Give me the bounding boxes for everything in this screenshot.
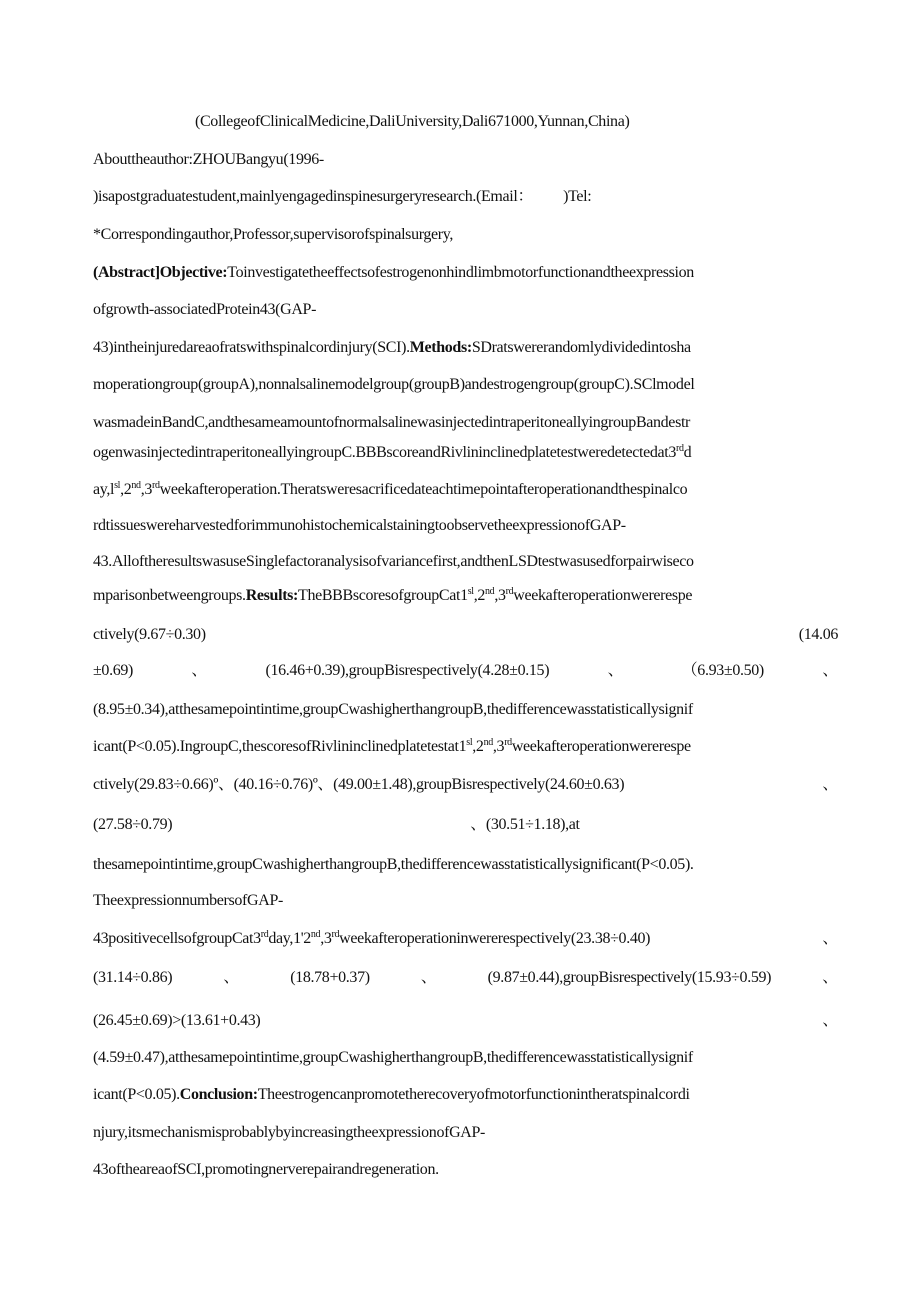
separator: 、: [223, 969, 240, 986]
abstract-line-24: njury,itsmechanismisprobablybyincreasingtheexpressionofGAP-: [93, 1124, 486, 1141]
separator: 、: [822, 1012, 838, 1029]
author-info-text: )isapostgraduatestudent,mainlyengagedinspinesurgeryresearch.(Email：: [93, 188, 534, 205]
author-tel: )Tel:: [563, 188, 592, 205]
result-value: 、(30.51÷1.18),at: [470, 816, 580, 833]
results-label: Results:: [245, 587, 299, 604]
separator: 、: [420, 969, 437, 986]
abstract-line-20: [93, 968, 838, 988]
abstract-text: weekafteroperation.Theratsweresacrificedateachtimepointafteroperationandthespinalco: [159, 481, 688, 498]
abstract-line-22: (4.59±0.47),atthesamepointintime,groupCwashigherthangroupB,thedifferencewasstatisticallysignif: [93, 1049, 693, 1066]
result-value: (26.45±0.69)>(13.61+0.43): [93, 1012, 261, 1029]
result-value: (18.78+0.37): [290, 969, 370, 986]
abstract-text: 43)intheinjuredareaofratswithspinalcordinjury(SCI).: [93, 339, 410, 356]
abstract-line-13: (8.95±0.34),atthesamepointintime,groupCwashigherthangroupB,thedifferencewasstatisticallysignif: [93, 701, 693, 718]
abstract-line-25: 43oftheareaofSCI,promotingnerverepairandregeneration.: [93, 1161, 439, 1178]
abstract-text: ogenwasinjectedintraperitoneallyingroupC.BBBscoreandRivlininclinedplatetestweredetectedat3: [93, 444, 676, 461]
abstract-line-4: moperationgroup(groupA),nonnalsalinemodelgroup(groupB)andestrogengroup(groupC).SClmodel: [93, 376, 695, 393]
abstract-text: mparisonbetweengroups.: [93, 587, 246, 604]
separator: 、: [191, 662, 208, 679]
superscript: nd: [485, 586, 495, 597]
abstract-text: day,1'2: [268, 930, 311, 947]
superscript: rd: [152, 480, 160, 491]
abstract-line-15: [93, 775, 838, 795]
superscript: rd: [504, 737, 512, 748]
abstract-line-8: rdtissueswereharvestedforimmunohistochemicalstainingtoobservetheexpressionofGAP-: [93, 517, 626, 534]
abstract-line-10: [93, 586, 838, 606]
abstract-line-7: [93, 480, 838, 500]
abstract-line-2: ofgrowth-associatedProtein43(GAP-: [93, 301, 317, 318]
abstract-text: Toinvestigatetheeffectsofestrogenonhindlimbmotorfunctionandtheexpression: [227, 264, 694, 281]
abstract-text: ,3: [492, 738, 505, 755]
superscript: rd: [260, 929, 269, 940]
abstract-text: icant(P<0.05).IngroupC,thescoresofRivlininclinedplatetestat1: [93, 738, 467, 755]
superscript: sl: [114, 480, 121, 491]
abstract-text: d: [683, 444, 692, 461]
superscript: rd: [675, 443, 684, 454]
abstract-line-6: [93, 443, 838, 463]
corresponding-author: *Correspondingauthor,Professor,supervisorofspinalsurgery,: [93, 226, 454, 243]
abstract-text: icant(P<0.05).: [93, 1086, 180, 1103]
abstract-text: ay,l: [93, 481, 115, 498]
result-value: (16.46+0.39),groupBisrespectively(4.28±0.15): [265, 662, 550, 679]
abstract-line-17: thesamepointintime,groupCwashigherthangroupB,thedifferencewasstatisticallysignificant(P<0.05).: [93, 856, 694, 873]
conclusion-label: Conclusion:: [179, 1086, 258, 1103]
result-value: ±0.69): [93, 662, 134, 679]
result-value: (9.87±0.44),groupBisrespectively(15.93÷0.59): [487, 969, 772, 986]
abstract-line-12: [93, 661, 838, 681]
abstract-line-19: [93, 929, 838, 949]
abstract-text: [93, 929, 650, 949]
separator: 、: [822, 969, 838, 986]
author-info-line-2: [93, 187, 838, 207]
superscript: rd: [505, 586, 514, 597]
abstract-line-3: [93, 338, 838, 358]
abstract-objective-label: (Abstract]Objective:: [93, 264, 228, 281]
author-info-line-1: Abouttheauthor:ZHOUBangyu(1996-: [93, 151, 324, 168]
superscript: sl: [467, 586, 474, 597]
abstract-line-11: [93, 625, 838, 645]
abstract-line-21: [93, 1011, 838, 1031]
methods-label: Methods:: [409, 339, 472, 356]
abstract-text: weekafteroperationinwererespectively(23.38÷0.40): [339, 930, 651, 947]
abstract-line-18: TheexpressionnumbersofGAP-: [93, 892, 283, 909]
abstract-line-1: [93, 263, 838, 283]
abstract-text: ,2: [473, 587, 486, 604]
abstract-line-14: [93, 737, 838, 757]
abstract-text: weekafteroperationwererespe: [513, 587, 693, 604]
affiliation: (CollegeofClinicalMedicine,DaliUniversity,Dali671000,Yunnan,China): [195, 113, 630, 130]
abstract-text: ,3: [320, 930, 332, 947]
separator: 、: [822, 662, 838, 679]
abstract-text: ,3: [494, 587, 506, 604]
abstract-line-23: [93, 1085, 838, 1105]
separator: 、: [607, 662, 624, 679]
abstract-text: ,2: [120, 481, 132, 498]
abstract-text: SDratswererandomlydividedintosha: [471, 339, 691, 356]
superscript: sl: [466, 737, 473, 748]
result-value: (14.06: [798, 626, 838, 643]
separator: 、: [822, 776, 838, 793]
result-value: (27.58÷0.79): [93, 816, 173, 833]
superscript: nd: [483, 737, 493, 748]
result-value: ctively(9.67÷0.30): [93, 626, 206, 643]
separator: 、: [822, 930, 838, 947]
result-value: （6.93±0.50): [681, 662, 764, 679]
abstract-text: Theestrogencanpromotetherecoveryofmotorfunctionintheratspinalcordi: [257, 1086, 690, 1103]
abstract-text: ,2: [472, 738, 484, 755]
result-value: ctively(29.83÷0.66)º、(40.16÷0.76)º、(49.00±1.48),groupBisrespectively(24.60±0.63): [93, 776, 625, 793]
abstract-text: weekafteroperationwererespe: [511, 738, 691, 755]
superscript: nd: [131, 480, 141, 491]
abstract-text: TheBBBscoresofgroupCat1: [298, 587, 468, 604]
abstract-line-16: [93, 815, 838, 835]
abstract-text: ,3: [140, 481, 153, 498]
superscript: rd: [331, 929, 340, 940]
abstract-text: 43positivecellsofgroupCat3: [93, 930, 261, 947]
abstract-line-9: 43.AlloftheresultswasuseSinglefactoranalysisofvariancefirst,andthenLSDtestwasusedforpairwiseco: [93, 553, 694, 570]
superscript: nd: [310, 929, 321, 940]
abstract-line-5: wasmadeinBandC,andthesameamountofnormalsalinewasinjectedintraperitoneallyingroupBandestr: [93, 414, 691, 431]
result-value: (31.14÷0.86): [93, 969, 173, 986]
